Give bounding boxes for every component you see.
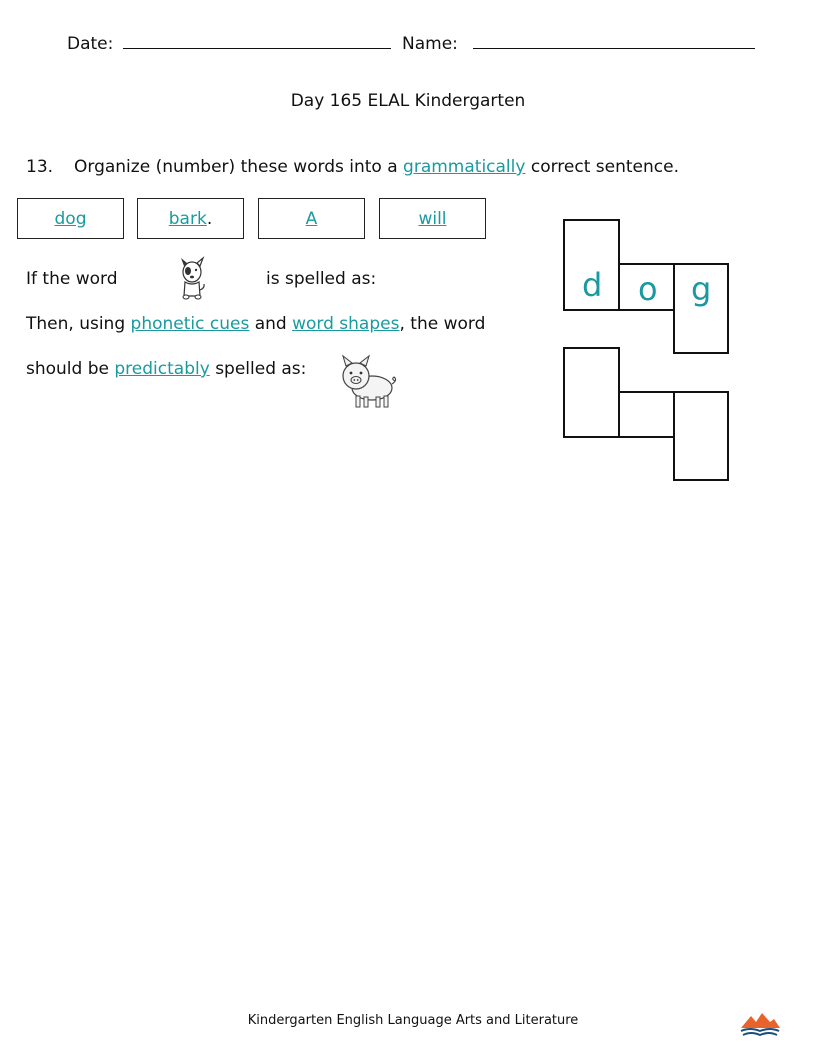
question-text (74, 156, 679, 178)
line3 (26, 358, 306, 380)
shape-letter-d: d (582, 266, 603, 304)
line3-after: spelled as: (215, 359, 307, 379)
word-bark-link[interactable]: bark (168, 208, 207, 229)
phonetic-cues-link[interactable]: phonetic cues (130, 314, 250, 334)
shape-box-g (673, 263, 729, 354)
word-box-a (258, 198, 365, 239)
pig-icon (338, 352, 398, 410)
name-label: Name: (402, 34, 458, 54)
shape-box-d (563, 219, 620, 311)
mountain-book-logo-icon (738, 1010, 782, 1038)
word-shapes-link[interactable]: word shapes (292, 314, 400, 334)
shape-box-o (618, 263, 675, 311)
word-bark-suffix: . (206, 208, 213, 229)
question-text-after: correct sentence. (530, 157, 679, 177)
word-a-link[interactable]: A (305, 208, 318, 229)
line3-before: should be (26, 359, 109, 379)
date-row (67, 33, 391, 55)
date-line[interactable] (123, 47, 391, 49)
line2-before: Then, using (26, 314, 126, 334)
footer-text: Kindergarten English Language Arts and Literature (247, 1013, 579, 1028)
shape-letter-o: o (638, 270, 658, 308)
empty-shape-box-3[interactable] (673, 391, 729, 481)
page-title: Day 165 ELAL Kindergarten (290, 91, 526, 111)
question-text-before: Organize (number) these words into a (74, 157, 398, 177)
line1-before: If the word (26, 269, 118, 289)
line2 (26, 313, 485, 335)
word-will-link[interactable]: will (418, 208, 447, 229)
shape-letter-g: g (691, 270, 712, 308)
word-dog-link[interactable]: dog (54, 208, 87, 229)
word-box-bark (137, 198, 244, 239)
predictably-link[interactable]: predictably (114, 359, 210, 379)
line2-after: , the word (399, 314, 486, 334)
line1-after: is spelled as: (266, 269, 377, 289)
empty-shape-box-2[interactable] (618, 391, 675, 438)
empty-shape-box-1[interactable] (563, 347, 620, 438)
dog-icon (176, 256, 208, 302)
line2-mid: and (254, 314, 287, 334)
date-label: Date: (67, 34, 114, 54)
grammatically-link[interactable]: grammatically (403, 157, 526, 177)
name-line[interactable] (473, 47, 755, 49)
word-box-dog (17, 198, 124, 239)
question-number: 13. (26, 157, 54, 177)
name-row (402, 33, 755, 55)
word-box-will (379, 198, 486, 239)
